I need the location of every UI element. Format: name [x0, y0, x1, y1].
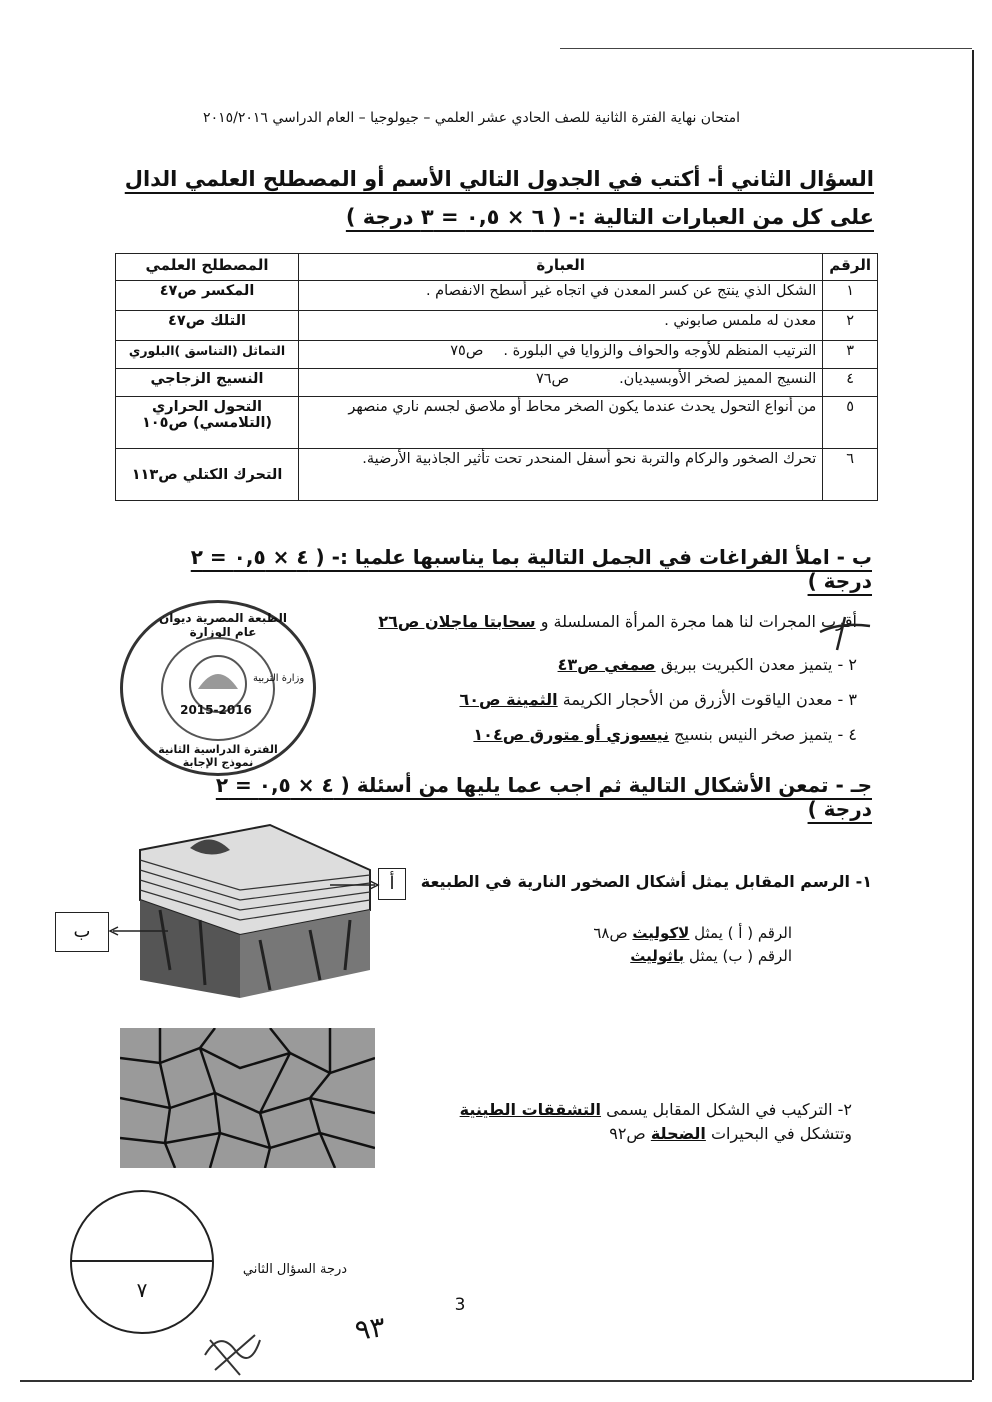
header-num: الرقم: [823, 254, 878, 281]
row-num: ٥: [823, 397, 878, 449]
stamp-emblem: [161, 637, 275, 741]
bottom-border-line: [20, 1380, 972, 1382]
fill-text: أقرب المجرات لنا هما مجرة المرأة المسلسلة و: [540, 612, 857, 631]
fill-item-1: [297, 612, 857, 631]
fill-answer: نيسوزي أو متورق ص١٠٤: [473, 725, 670, 744]
fill-item-4: [297, 725, 857, 744]
statement-text: معدن له ملمس صابوني .: [664, 313, 817, 329]
table-row: [116, 341, 878, 369]
stamp-bottom-text: الفترة الدراسية الثانية نموذج الإجابة: [158, 743, 278, 769]
table-header-row: [116, 254, 878, 281]
fill-prefix: ٣ -: [837, 690, 857, 709]
q2-line2-text: وتتشكل في البحيرات: [710, 1124, 852, 1143]
fill-prefix: ٢ -: [837, 655, 857, 674]
table-row: [116, 311, 878, 341]
label-b: ب: [55, 912, 109, 952]
arrow-a-icon: [330, 880, 380, 890]
emblem-icon: [163, 639, 273, 739]
handwritten-total: ٩٣: [352, 1310, 388, 1347]
igneous-rock-figure: [130, 820, 375, 1000]
statement-text: من أنواع التحول يحدث عندما يكون الصخر محاط أو ملاصق لجسم ناري منصهر: [348, 399, 817, 415]
q1-answer-a: [452, 924, 792, 942]
table-row: [116, 397, 878, 449]
q1a-text: الرقم ( أ ) يمثل: [694, 924, 792, 942]
fill-text: يتميز صخر النيس بنسيج: [674, 725, 833, 744]
q2-line-2: [432, 1122, 852, 1146]
score-label: درجة السؤال الثاني: [242, 1262, 348, 1277]
section-c-title: جـ - تمعن الأشكال التالية ثم اجب عما يليها من أسئلة ( ٤ × ٠,٥ = ٢ درجة ): [215, 773, 872, 821]
row-statement: [299, 449, 823, 501]
question-title: السؤال الثاني أ- أكتب في الجدول التالي الأسم أو المصطلح العلمي الدال على كل من العبارات التالية :- ( ٦ × ٠,٥ = ٣ درجة ): [124, 167, 874, 229]
row-term: التحرك الكتلي ص١١٣: [116, 449, 299, 501]
header-statement: العبارة: [299, 254, 823, 281]
q2-text: [432, 1098, 852, 1146]
fill-answer: الثمينة ص٦٠: [459, 690, 558, 709]
q1-answer-b: [452, 947, 792, 965]
row-statement: [299, 369, 823, 397]
stamp-inner-text: وزارة التربية: [253, 673, 305, 684]
fill-prefix: ٤ -: [837, 725, 857, 744]
label-a: أ: [378, 868, 406, 900]
terms-table: [115, 253, 878, 501]
top-border-line: [560, 48, 972, 49]
right-border-line: [972, 50, 974, 1380]
q1b-text: الرقم ( ب) يمثل: [688, 947, 792, 965]
check-mark-icon: [815, 612, 875, 652]
ministry-stamp: [120, 600, 316, 776]
arrow-b-icon: [108, 926, 168, 936]
row-num: ٤: [823, 369, 878, 397]
row-term: النسيج الزجاجي: [116, 369, 299, 397]
score-value: ٧: [136, 1278, 148, 1302]
q2-line1-text: ٢- التركيب في الشكل المقابل يسمى: [606, 1100, 852, 1119]
score-divider: [72, 1260, 212, 1262]
fill-item-2: [297, 655, 857, 674]
row-statement: [299, 341, 823, 369]
row-statement: [299, 397, 823, 449]
stamp-top-text: الطبعة المصرية ديوان عام الوزارة: [159, 611, 287, 639]
stamp-year: 2015-2016: [180, 703, 252, 717]
table-row: [116, 369, 878, 397]
fill-text: معدن الياقوت الأزرق من الأحجار الكريمة: [562, 690, 833, 709]
row-term: التلك ص٤٧: [116, 311, 299, 341]
page-ref: ص٧٦: [535, 371, 570, 387]
statement-text: الترتيب المنظم للأوجه والحواف والزوايا في البلورة .: [503, 343, 817, 359]
mud-cracks-figure: [120, 1028, 375, 1168]
page-number: 3: [454, 1295, 466, 1315]
q2-line2-ref: ص٩٢: [609, 1124, 646, 1143]
exam-header: امتحان نهاية الفترة الثانية للصف الحادي عشر العلمي – جيولوجيا – العام الدراسي ٢٠١٥/٢٠١٦: [203, 110, 740, 126]
row-statement: [299, 311, 823, 341]
row-num: ٢: [823, 311, 878, 341]
section-b-title: ب - املأ الفراغات في الجمل التالية بما يناسبها علميا :- ( ٤ × ٠,٥ = ٢ درجة ): [190, 545, 872, 593]
statement-text: تحرك الصخور والركام والتربة نحو أسفل المنحدر تحت تأثير الجاذبية الأرضية.: [362, 451, 817, 467]
row-term: التحول الحراري (التلامسي) ص١٠٥: [116, 397, 299, 449]
q2-line-1: [432, 1098, 852, 1122]
header-term: المصطلح العلمي: [116, 254, 299, 281]
table-row: [116, 449, 878, 501]
statement-text: الشكل الذي ينتج عن كسر المعدن في اتجاه غير أسطح الانفصام .: [425, 283, 817, 299]
row-num: ٦: [823, 449, 878, 501]
row-num: ١: [823, 281, 878, 311]
q2-line2-answer: الضحلة: [650, 1124, 706, 1143]
page-ref: ص٧٥: [450, 343, 484, 359]
fill-text: يتميز معدن الكبريت ببريق: [660, 655, 833, 674]
q1b-answer: باثوليث: [630, 947, 685, 965]
q2-line1-answer: التشققات الطينية: [459, 1100, 602, 1119]
score-circle: [70, 1190, 214, 1334]
row-term: المكسر ص٤٧: [116, 281, 299, 311]
table-row: [116, 281, 878, 311]
fill-answer: صمغي ص٤٣: [557, 655, 656, 674]
row-statement: [299, 281, 823, 311]
fill-answer: سحابتا ماجلان ص٢٦: [378, 612, 536, 631]
signature-scribble-icon: [200, 1320, 270, 1380]
q1-text: ١- الرسم المقابل يمثل أشكال الصخور النارية في الطبيعة: [420, 872, 872, 891]
q1a-ref: ص٦٨: [593, 924, 628, 942]
q1a-answer: لاكوليث: [632, 924, 690, 942]
row-num: ٣: [823, 341, 878, 369]
statement-text: النسيج المميز لصخر الأوبسيديان.: [619, 371, 817, 387]
row-term: التماثل (التناسق )البلوري: [116, 341, 299, 369]
fill-item-3: [297, 690, 857, 709]
